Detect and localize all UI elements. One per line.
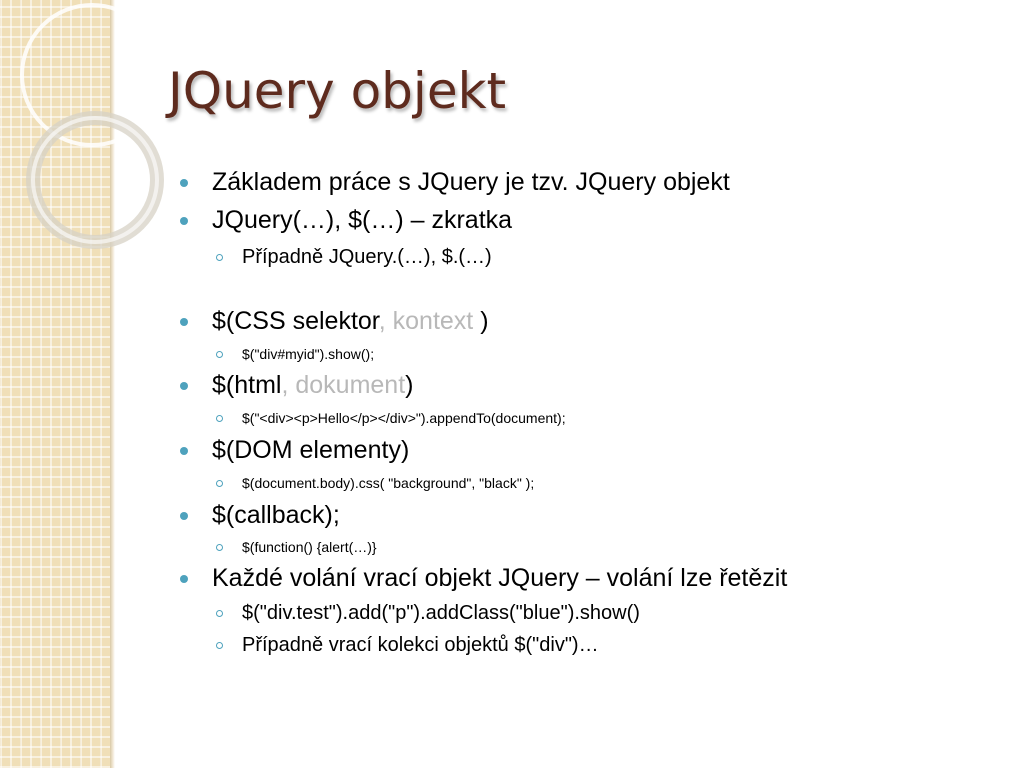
- bullet-dot-icon: [180, 318, 188, 326]
- bullet-ring-icon: [216, 351, 223, 358]
- sub-list-item-text: $("div.test").add("p").addClass("blue").show(): [242, 602, 640, 624]
- bullet-ring-icon: [216, 415, 223, 422]
- list-item-text-main: $(html: [212, 371, 282, 399]
- list-item-text: JQuery(…), $(…) – zkratka: [212, 206, 513, 234]
- slide-title: JQuery objekt: [168, 62, 507, 120]
- list-item-text: [212, 307, 489, 336]
- list-item-text-muted: , kontext: [378, 307, 474, 335]
- list-item-text-main: $(CSS selektor: [212, 307, 379, 335]
- bullet-dot-icon: [180, 382, 188, 390]
- bullet-dot-icon: [180, 179, 188, 187]
- decorative-rings: [0, 0, 180, 300]
- bullet-ring-icon: [216, 544, 223, 551]
- list-item-text: Každé volání vrací objekt JQuery – volání lze řetězit: [212, 564, 788, 592]
- list-item-text: $(DOM elementy): [212, 436, 410, 464]
- sub-list-item-text: $("<div><p>Hello</p></div>").appendTo(document);: [242, 410, 566, 426]
- sub-list-item-text: $("div#myid").show();: [242, 346, 375, 362]
- bullet-dot-icon: [180, 217, 188, 225]
- list-item-text-muted: , dokument: [281, 371, 406, 399]
- bullet-dot-icon: [180, 512, 188, 520]
- sub-list-item-text: Případně vrací kolekci objektů $("div")…: [242, 634, 599, 656]
- sub-list-item-text: $(document.body).css( "background", "black" );: [242, 475, 535, 491]
- list-item-text-tail: ): [405, 371, 414, 399]
- list-item-text: Základem práce s JQuery je tzv. JQuery objekt: [212, 168, 730, 196]
- sub-list-item-text: $(function() {alert(…)}: [242, 539, 377, 555]
- bullet-ring-icon: [216, 642, 223, 649]
- bullet-ring-icon: [216, 610, 223, 617]
- bullet-ring-icon: [216, 254, 223, 261]
- bullet-ring-icon: [216, 480, 223, 487]
- decorative-ring-lower-highlight: [33, 118, 157, 242]
- sub-list-item-text: Případně JQuery.(…), $.(…): [242, 246, 492, 268]
- list-item-text: $(callback);: [212, 501, 340, 529]
- list-item-text-tail: ): [473, 307, 489, 335]
- bullet-dot-icon: [180, 575, 188, 583]
- list-item-text: [212, 371, 413, 400]
- bullet-dot-icon: [180, 447, 188, 455]
